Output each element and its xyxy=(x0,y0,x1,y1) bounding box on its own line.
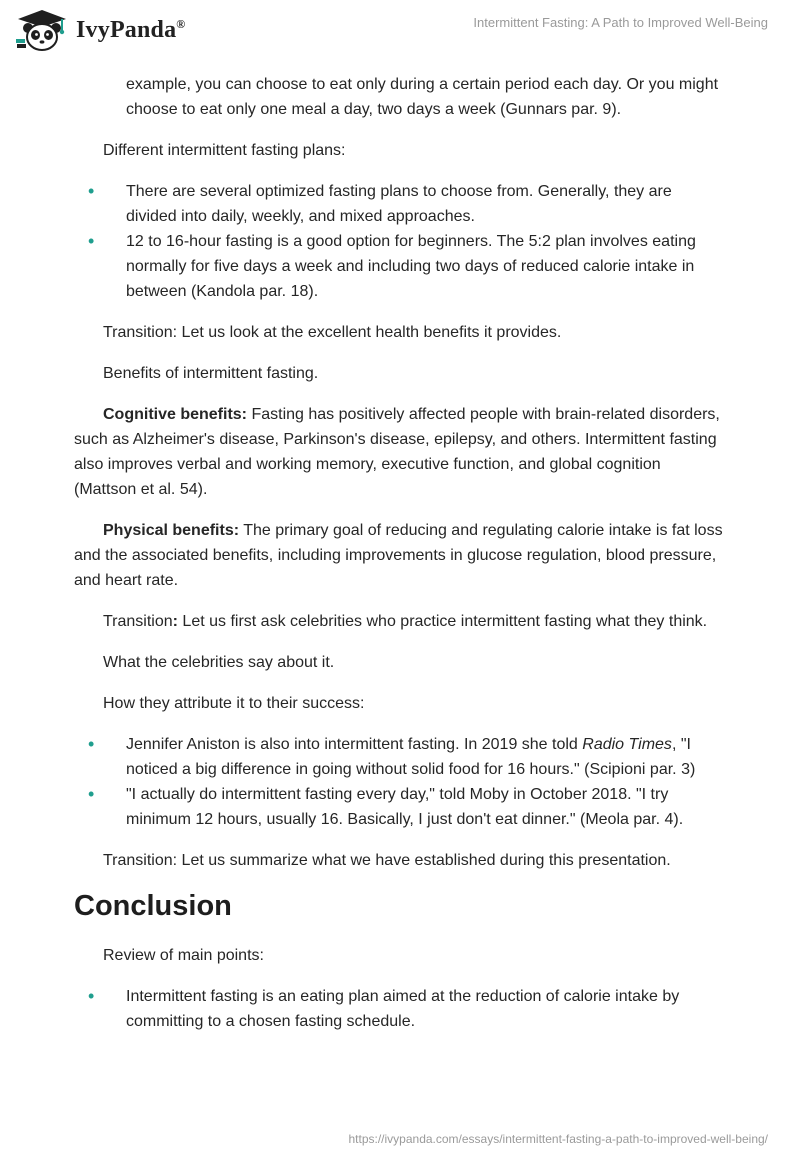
bullet-icon: • xyxy=(88,231,95,251)
transition-health: Transition: Let us look at the excellent health benefits it provides. xyxy=(103,324,562,341)
attribute-heading: How they attribute it to their success: xyxy=(103,695,365,712)
list-item: • There are several optimized fasting plans to choose from. Generally, they are divided into daily, weekly, and mixed approaches. xyxy=(88,181,672,225)
plans-list xyxy=(74,179,724,304)
brand-name: IvyPanda® xyxy=(76,16,186,43)
physical-label: Physical benefits: xyxy=(103,522,240,539)
list-item: • "I actually do intermittent fasting every day," told Moby in October 2018. "I try minimum 12 hours, usually 16. Basically, I just don't eat dinner." (Meola par. 4). xyxy=(88,784,684,828)
list-item: • Jennifer Aniston is also into intermittent fasting. In 2019 she told Radio Times, "I noticed a big difference in going without solid food for 16 hours." (Scipioni par. 3) xyxy=(88,734,696,778)
bullet-icon: • xyxy=(88,734,95,754)
publication-title: Radio Times xyxy=(582,736,672,753)
essay-body xyxy=(74,72,724,1050)
page-header xyxy=(0,0,800,60)
celebrities-heading: What the celebrities say about it. xyxy=(103,654,335,671)
physical-benefits-paragraph: Physical benefits: The primary goal of reducing and regulating calorie intake is fat loss and the associated benefits, including improvements in glucose regulation, blood pressure, and heart rate. xyxy=(74,522,723,589)
celebrity-quotes-list xyxy=(74,732,724,832)
document-title: Intermittent Fasting: A Path to Improved Well-Being xyxy=(473,15,768,30)
bullet-icon: • xyxy=(88,181,95,201)
review-points-list xyxy=(74,984,724,1034)
transition-summary: Transition: Let us summarize what we have established during this presentation. xyxy=(103,852,671,869)
bullet-icon: • xyxy=(88,986,95,1006)
transition-celebrities: Transition: Let us first ask celebrities who practice intermittent fasting what they think. xyxy=(103,613,708,630)
conclusion-heading: Conclusion xyxy=(74,890,232,922)
brand-logo[interactable] xyxy=(14,8,185,52)
source-url-link[interactable]: https://ivypanda.com/essays/intermittent-fasting-a-path-to-improved-well-being/ xyxy=(348,1132,768,1146)
cognitive-benefits-paragraph: Cognitive benefits: Fasting has positively affected people with brain-related disorders, such as Alzheimer's disease, Parkinson's disease, epilepsy, and others. Intermittent fasting also improves verbal and working memory, executive function, and global cognition (Mattson et al. 54). xyxy=(74,406,720,498)
benefits-heading: Benefits of intermittent fasting. xyxy=(103,365,319,382)
cognitive-label: Cognitive benefits: xyxy=(103,406,248,423)
panda-mascot-icon xyxy=(14,8,70,52)
intro-continuation: example, you can choose to eat only during a certain period each day. Or you might choose to eat only one meal a day, two days a week (Gunnars par. 9). xyxy=(126,76,719,118)
list-item: • 12 to 16-hour fasting is a good option for beginners. The 5:2 plan involves eating normally for five days a week and including two days of reduced calorie intake in between (Kandola par. 18). xyxy=(88,231,696,300)
review-heading: Review of main points: xyxy=(103,947,264,964)
list-item: • Intermittent fasting is an eating plan aimed at the reduction of calorie intake by committing to a chosen fasting schedule. xyxy=(88,986,680,1030)
plans-heading: Different intermittent fasting plans: xyxy=(103,142,346,159)
bullet-icon: • xyxy=(88,784,95,804)
